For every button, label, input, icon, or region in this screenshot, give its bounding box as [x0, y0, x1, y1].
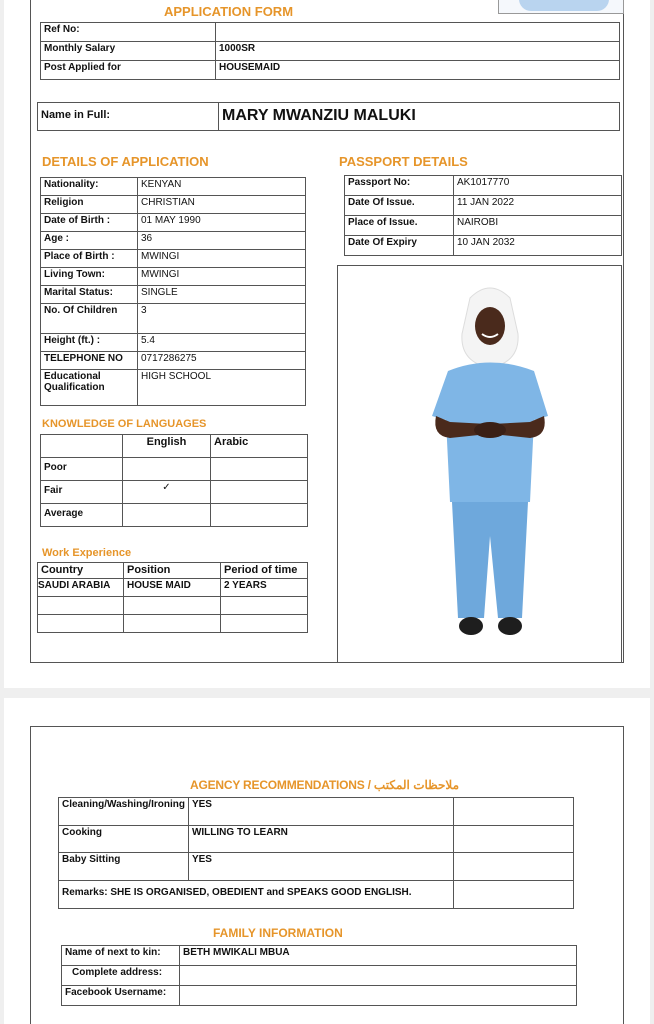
- name-label: Name in Full:: [38, 103, 219, 131]
- detail-value: 36: [138, 232, 306, 250]
- arabic-level-cell: [211, 481, 308, 504]
- work-period-cell: [221, 597, 308, 615]
- post-applied-label: Post Applied for: [41, 61, 216, 80]
- passport-table: [344, 175, 622, 256]
- languages-heading: KNOWLEDGE OF LANGUAGES: [42, 418, 207, 430]
- passport-heading: PASSPORT DETAILS: [339, 154, 468, 169]
- agency-skill-label: Baby Sitting: [59, 853, 189, 881]
- arabic-level-cell: [211, 458, 308, 481]
- agency-table: [58, 797, 574, 909]
- agency-skill-value: WILLING TO LEARN: [188, 826, 453, 853]
- agency-extra-cell: [453, 853, 573, 881]
- details-table: [40, 177, 306, 406]
- detail-value: MWINGI: [138, 250, 306, 268]
- agency-skill-value: YES: [188, 798, 453, 826]
- work-country-cell: [38, 597, 124, 615]
- passport-value: 11 JAN 2022: [454, 196, 622, 216]
- agency-extra-cell: [453, 881, 573, 909]
- work-col-country: Country: [38, 563, 124, 579]
- work-position-cell: [124, 615, 221, 633]
- detail-label: Age :: [41, 232, 138, 250]
- family-value: [180, 966, 577, 986]
- top-fields-table: [40, 22, 620, 80]
- detail-label: Marital Status:: [41, 286, 138, 304]
- work-period-cell: [221, 615, 308, 633]
- languages-corner-cell: [41, 435, 123, 458]
- detail-label: Height (ft.) :: [41, 334, 138, 352]
- detail-value: SINGLE: [138, 286, 306, 304]
- languages-col-arabic: Arabic: [211, 435, 308, 458]
- name-table: [37, 102, 620, 131]
- work-country-cell: [38, 615, 124, 633]
- detail-value: KENYAN: [138, 178, 306, 196]
- post-applied-value: HOUSEMAID: [216, 61, 620, 80]
- monthly-salary-value: 1000SR: [216, 42, 620, 61]
- agency-skill-value: YES: [188, 853, 453, 881]
- family-heading: FAMILY INFORMATION: [213, 926, 343, 940]
- language-level-label: Poor: [41, 458, 123, 481]
- passport-value: AK1017770: [454, 176, 622, 196]
- applicant-photo: [337, 265, 622, 663]
- detail-label: Place of Birth :: [41, 250, 138, 268]
- detail-value: 5.4: [138, 334, 306, 352]
- agency-remarks: Remarks: SHE IS ORGANISED, OBEDIENT and SPEAKS GOOD ENGLISH.: [59, 881, 454, 909]
- passport-label: Passport No:: [345, 176, 454, 196]
- monthly-salary-label: Monthly Salary: [41, 42, 216, 61]
- english-level-cell: [123, 458, 211, 481]
- detail-value: HIGH SCHOOL: [138, 370, 306, 406]
- family-label: Complete address:: [62, 966, 180, 986]
- family-table: [61, 945, 577, 1006]
- agency-heading: AGENCY RECOMMENDATIONS / ملاحظات المكتب: [190, 778, 460, 792]
- detail-value: 0717286275: [138, 352, 306, 370]
- languages-table: [40, 434, 308, 527]
- detail-label: Educational Qualification: [41, 370, 138, 406]
- passport-label: Place of Issue.: [345, 216, 454, 236]
- person-figure-icon: [338, 266, 621, 662]
- passport-value: 10 JAN 2032: [454, 236, 622, 256]
- detail-label: Nationality:: [41, 178, 138, 196]
- work-country-cell: SAUDI ARABIA: [38, 579, 124, 597]
- detail-value: 01 MAY 1990: [138, 214, 306, 232]
- work-col-period: Period of time: [221, 563, 308, 579]
- agency-skill-label: Cooking: [59, 826, 189, 853]
- family-value: BETH MWIKALI MBUA: [180, 946, 577, 966]
- agency-extra-cell: [453, 798, 573, 826]
- header-photo-thumbnail: [498, 0, 624, 14]
- family-label: Facebook Username:: [62, 986, 180, 1006]
- agency-skill-label: Cleaning/Washing/Ironing: [59, 798, 189, 826]
- languages-col-english: English: [123, 435, 211, 458]
- detail-label: Religion: [41, 196, 138, 214]
- detail-label: Living Town:: [41, 268, 138, 286]
- work-heading: Work Experience: [42, 547, 132, 559]
- passport-label: Date Of Issue.: [345, 196, 454, 216]
- work-col-position: Position: [124, 563, 221, 579]
- detail-label: No. Of Children: [41, 304, 138, 334]
- work-position-cell: [124, 597, 221, 615]
- form-title: APPLICATION FORM: [164, 4, 294, 19]
- language-level-label: Fair: [41, 481, 123, 504]
- passport-label: Date Of Expiry: [345, 236, 454, 256]
- work-table: [37, 562, 308, 633]
- form-page-2: [4, 698, 650, 1024]
- ref-no-label: Ref No:: [41, 23, 216, 42]
- english-level-cell: [123, 504, 211, 527]
- english-level-cell: ✓: [123, 481, 211, 504]
- family-label: Name of next to kin:: [62, 946, 180, 966]
- name-value: MARY MWANZIU MALUKI: [219, 103, 620, 131]
- agency-extra-cell: [453, 826, 573, 853]
- form-page-1: [4, 0, 650, 688]
- work-position-cell: HOUSE MAID: [124, 579, 221, 597]
- detail-value: 3: [138, 304, 306, 334]
- detail-value: MWINGI: [138, 268, 306, 286]
- family-value: [180, 986, 577, 1006]
- detail-label: TELEPHONE NO: [41, 352, 138, 370]
- details-heading: DETAILS OF APPLICATION: [42, 154, 209, 169]
- language-level-label: Average: [41, 504, 123, 527]
- detail-label: Date of Birth :: [41, 214, 138, 232]
- work-period-cell: 2 YEARS: [221, 579, 308, 597]
- ref-no-value: [216, 23, 620, 42]
- arabic-level-cell: [211, 504, 308, 527]
- passport-value: NAIROBI: [454, 216, 622, 236]
- detail-value: CHRISTIAN: [138, 196, 306, 214]
